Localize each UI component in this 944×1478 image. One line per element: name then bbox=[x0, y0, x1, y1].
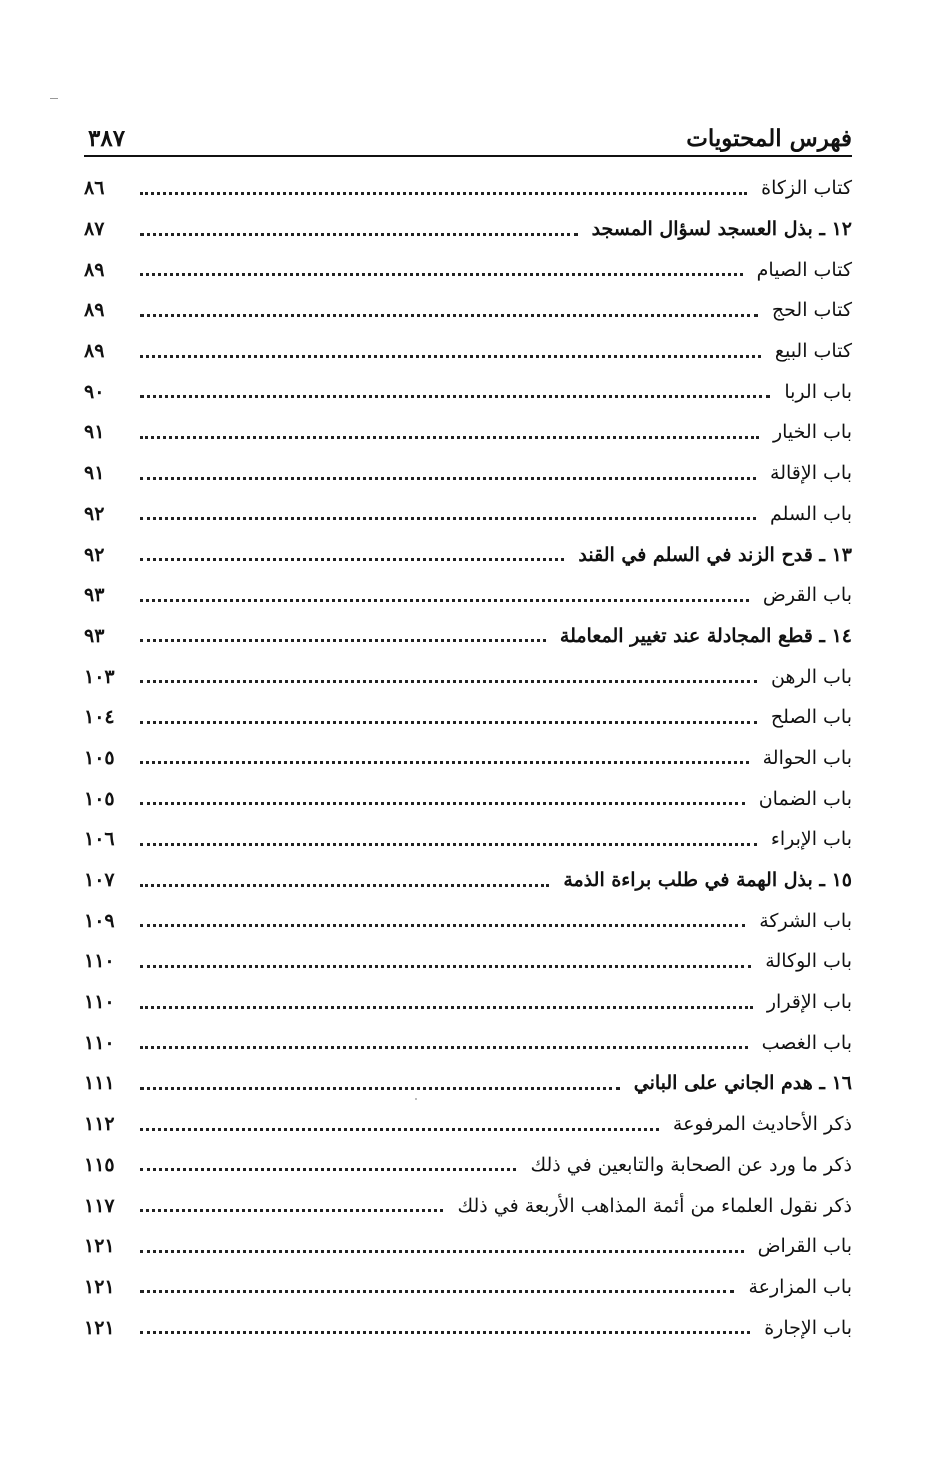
toc-entry-title: ذكر نقول العلماء من أئمة المذاهب الأربعة في ذلك bbox=[457, 1194, 852, 1217]
toc-entry-title: باب الخيار bbox=[772, 421, 852, 444]
dot-leader bbox=[140, 558, 564, 561]
toc-entry bbox=[84, 494, 852, 535]
toc-entry bbox=[84, 1267, 852, 1308]
toc-entry-title: ذكر ما ورد عن الصحابة والتابعين في ذلك bbox=[530, 1153, 852, 1176]
toc-entry-title: كتاب البيع bbox=[774, 340, 852, 363]
toc-entry-title: ١٢ ـ بذل العسجد لسؤال المسجد bbox=[591, 218, 852, 241]
toc-entry-page: ١١٠ bbox=[84, 1031, 115, 1054]
toc-entry-title: باب الحوالة bbox=[762, 746, 852, 769]
dot-leader bbox=[140, 1250, 744, 1253]
toc-chapter-entry bbox=[84, 616, 852, 657]
toc-entry-title: باب القرض bbox=[762, 584, 852, 607]
toc-entry-page: ١١٧ bbox=[84, 1194, 115, 1217]
toc-entry-title: باب الربا bbox=[784, 380, 852, 403]
toc-entry-page: ١٠٥ bbox=[84, 787, 115, 810]
toc-entry bbox=[84, 1104, 852, 1145]
toc-entry-page: ٨٩ bbox=[84, 340, 105, 363]
dot-leader bbox=[140, 314, 758, 317]
toc-entry bbox=[84, 982, 852, 1023]
toc-entry-title: كتاب الحج bbox=[771, 299, 852, 322]
toc-entry-page: ١٠٣ bbox=[84, 665, 115, 688]
scan-speck bbox=[415, 1098, 417, 1100]
dot-leader bbox=[140, 721, 757, 724]
toc-entry-title: باب الوكالة bbox=[765, 950, 852, 973]
toc-entry bbox=[84, 331, 852, 372]
dot-leader bbox=[140, 233, 578, 236]
toc-entry bbox=[84, 290, 852, 331]
dot-leader bbox=[140, 1331, 750, 1334]
toc-entry-page: ١١٠ bbox=[84, 950, 115, 973]
toc-entry-page: ٩٠ bbox=[84, 380, 105, 403]
toc-entry-title: باب الضمان bbox=[758, 787, 852, 810]
toc-entry bbox=[84, 1307, 852, 1348]
toc-entry bbox=[84, 656, 852, 697]
toc-entry-title: باب الشركة bbox=[759, 909, 852, 932]
toc-entry-title: ١٥ ـ بذل الهمة في طلب براءة الذمة bbox=[563, 869, 852, 892]
toc-entry-page: ١٠٩ bbox=[84, 909, 115, 932]
toc-entry bbox=[84, 941, 852, 982]
dot-leader bbox=[140, 1046, 748, 1049]
toc-entry-title: باب الغصب bbox=[761, 1031, 852, 1054]
header-rule bbox=[84, 155, 852, 157]
dot-leader bbox=[140, 843, 757, 846]
toc-entry-page: ٩٢ bbox=[84, 543, 105, 566]
toc-entry-page: ٩١ bbox=[84, 462, 105, 485]
toc-entry-title: كتاب الزكاة bbox=[761, 177, 852, 200]
toc-entry bbox=[84, 453, 852, 494]
scan-mark bbox=[50, 98, 58, 99]
dot-leader bbox=[140, 924, 745, 927]
toc-entry-page: ٨٩ bbox=[84, 299, 105, 322]
toc-entry-page: ٨٧ bbox=[84, 218, 105, 241]
dot-leader bbox=[140, 1290, 734, 1293]
toc-entry-page: ٨٩ bbox=[84, 258, 105, 281]
toc-entry-page: ٩٢ bbox=[84, 502, 105, 525]
toc-entry-page: ٩٣ bbox=[84, 584, 105, 607]
toc-entry-page: ١٢١ bbox=[84, 1275, 115, 1298]
dot-leader bbox=[140, 1128, 659, 1131]
toc-entry bbox=[84, 697, 852, 738]
toc-entry-title: باب المزارعة bbox=[748, 1275, 852, 1298]
dot-leader bbox=[140, 802, 745, 805]
header-page-number: ٣٨٧ bbox=[88, 125, 126, 152]
dot-leader bbox=[140, 680, 757, 683]
dot-leader bbox=[140, 761, 749, 764]
toc-entry-page: ٩٣ bbox=[84, 624, 105, 647]
dot-leader bbox=[140, 477, 756, 480]
toc-entry bbox=[84, 1226, 852, 1267]
dot-leader bbox=[140, 1168, 516, 1171]
toc-entry bbox=[84, 575, 852, 616]
dot-leader bbox=[140, 436, 759, 439]
dot-leader bbox=[140, 639, 546, 642]
table-of-contents bbox=[84, 168, 852, 1348]
dot-leader bbox=[140, 395, 770, 398]
toc-entry-page: ١٠٧ bbox=[84, 869, 115, 892]
toc-entry bbox=[84, 412, 852, 453]
toc-entry bbox=[84, 900, 852, 941]
toc-entry-title: ١٤ ـ قطع المجادلة عند تغيير المعاملة bbox=[559, 624, 852, 647]
toc-entry-title: باب القراض bbox=[757, 1235, 852, 1258]
dot-leader bbox=[140, 355, 761, 358]
toc-entry-page: ١١٠ bbox=[84, 991, 115, 1014]
toc-entry-title: ١٣ ـ قدح الزند في السلم في القند bbox=[578, 543, 852, 566]
dot-leader bbox=[140, 1087, 620, 1090]
toc-entry bbox=[84, 1145, 852, 1186]
toc-entry-page: ١٠٦ bbox=[84, 828, 115, 851]
toc-entry-title: باب السلم bbox=[770, 502, 852, 525]
toc-chapter-entry bbox=[84, 860, 852, 901]
toc-entry-page: ١٠٥ bbox=[84, 746, 115, 769]
dot-leader bbox=[140, 273, 743, 276]
running-header bbox=[88, 112, 852, 152]
toc-entry-title: كتاب الصيام bbox=[756, 258, 852, 281]
dot-leader bbox=[140, 884, 549, 887]
dot-leader bbox=[140, 517, 756, 520]
toc-entry-page: ١١٥ bbox=[84, 1153, 115, 1176]
toc-chapter-entry bbox=[84, 534, 852, 575]
toc-entry-page: ٩١ bbox=[84, 421, 105, 444]
toc-chapter-entry bbox=[84, 1063, 852, 1104]
toc-entry-title: باب الإقالة bbox=[770, 462, 852, 485]
toc-entry-page: ١٢١ bbox=[84, 1316, 115, 1339]
toc-entry-page: ١١١ bbox=[84, 1072, 115, 1095]
header-title: فهرس المحتويات bbox=[686, 125, 852, 152]
toc-entry bbox=[84, 1185, 852, 1226]
dot-leader bbox=[140, 192, 747, 195]
toc-entry bbox=[84, 1022, 852, 1063]
dot-leader bbox=[140, 599, 749, 602]
toc-entry-title: باب الرهن bbox=[770, 665, 852, 688]
toc-entry-title: ذكر الأحاديث المرفوعة bbox=[672, 1113, 852, 1136]
toc-entry-page: ١٢١ bbox=[84, 1235, 115, 1258]
toc-entry-page: ٨٦ bbox=[84, 177, 105, 200]
dot-leader bbox=[140, 1006, 753, 1009]
dot-leader bbox=[140, 1209, 443, 1212]
dot-leader bbox=[140, 965, 751, 968]
toc-entry-page: ١١٢ bbox=[84, 1113, 115, 1136]
toc-entry bbox=[84, 738, 852, 779]
toc-entry bbox=[84, 249, 852, 290]
toc-entry-title: ١٦ ـ هدم الجاني على الباني bbox=[633, 1072, 852, 1095]
toc-chapter-entry bbox=[84, 209, 852, 250]
toc-entry-title: باب الإبراء bbox=[770, 828, 852, 851]
toc-entry bbox=[84, 778, 852, 819]
toc-entry-title: باب الإجارة bbox=[764, 1316, 852, 1339]
toc-entry bbox=[84, 168, 852, 209]
toc-entry-title: باب الصلح bbox=[770, 706, 852, 729]
toc-entry bbox=[84, 819, 852, 860]
toc-entry-page: ١٠٤ bbox=[84, 706, 115, 729]
toc-entry-title: باب الإقرار bbox=[766, 991, 852, 1014]
toc-entry bbox=[84, 371, 852, 412]
